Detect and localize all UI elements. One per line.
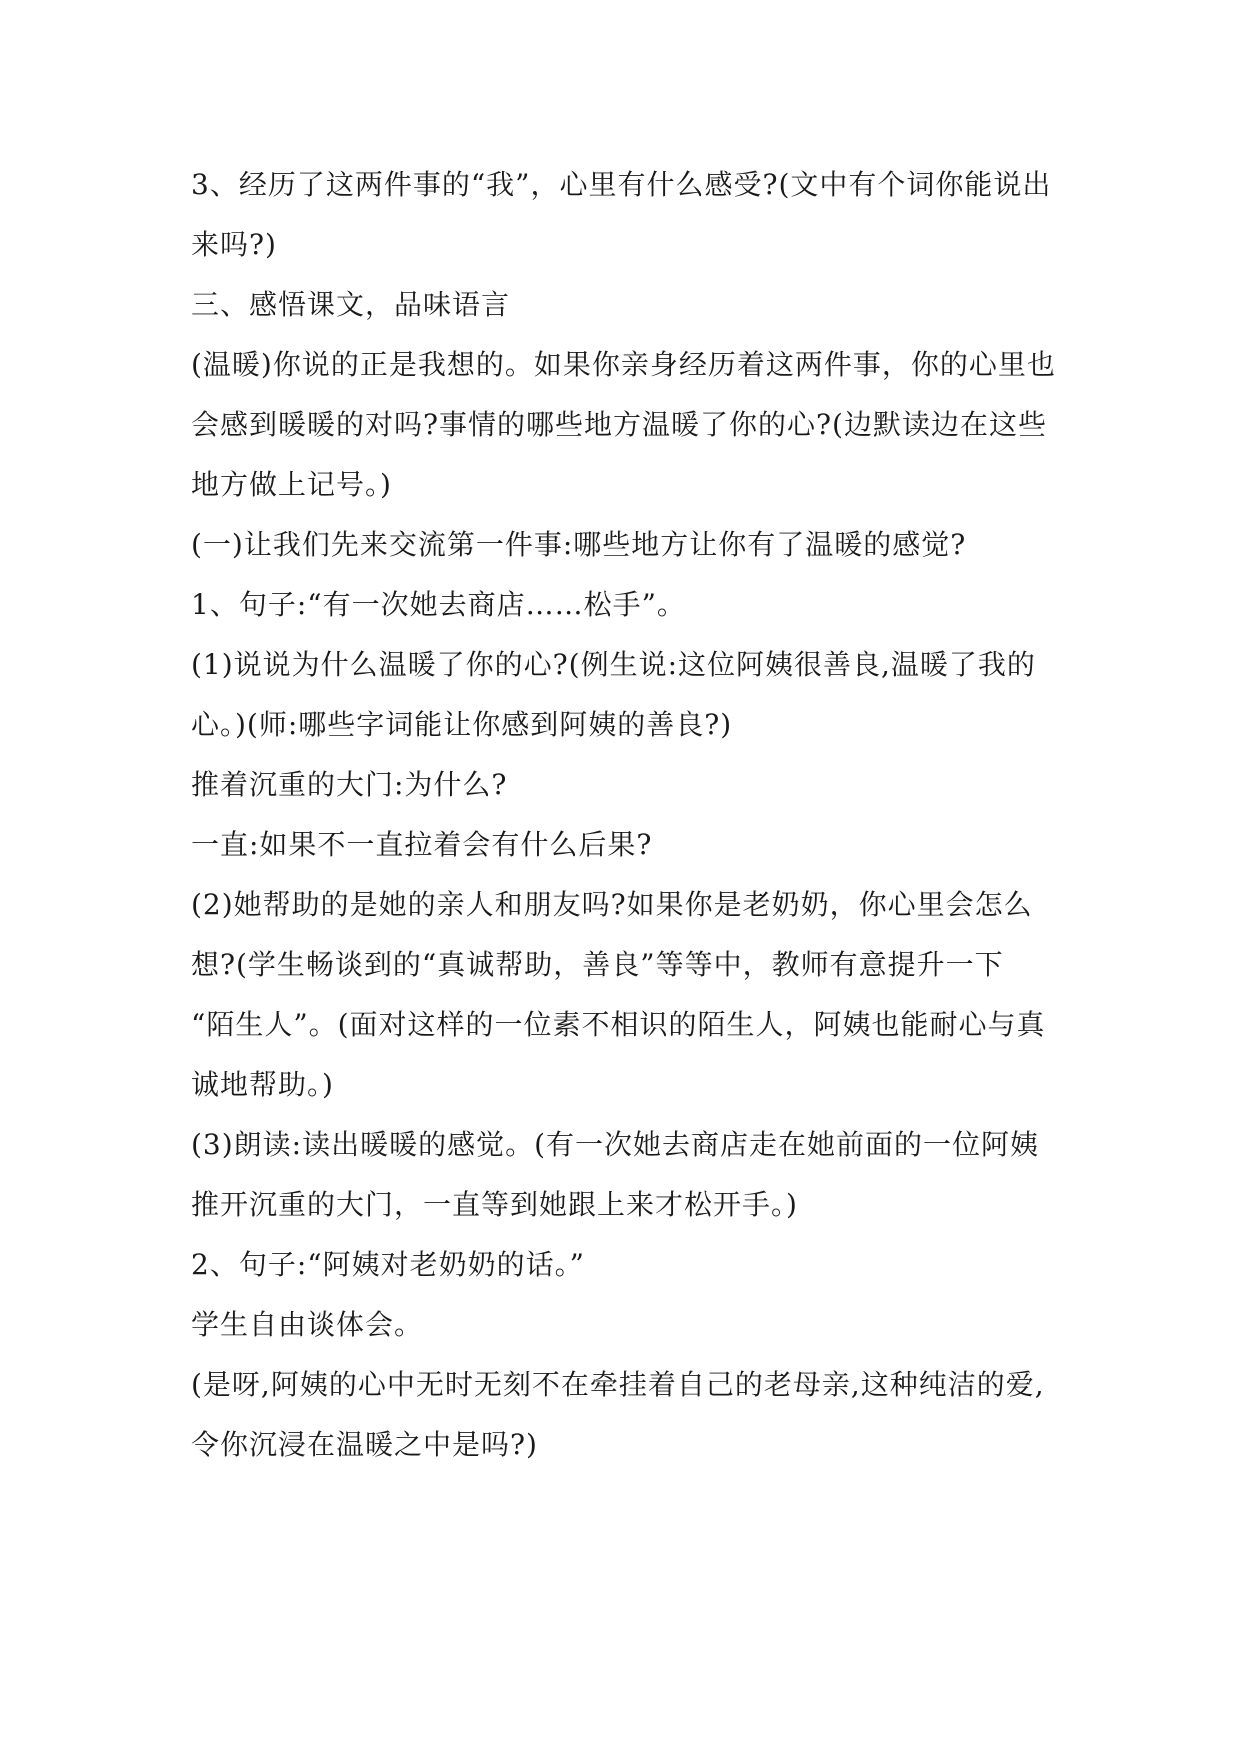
- text-line: 一直:如果不一直拉着会有什么后果?: [191, 828, 653, 861]
- text-line: (是呀,阿姨的心中无时无刻不在牵挂着自己的老母亲,这种纯洁的爱,: [191, 1368, 1045, 1401]
- text-line: (温暖)你说的正是我想的。如果你亲身经历着这两件事，你的心里也: [191, 348, 1056, 381]
- text-line: 地方做上记号。): [191, 468, 392, 501]
- text-line: 诚地帮助。): [191, 1068, 334, 1101]
- text-line: 令你沉浸在温暖之中是吗?): [191, 1428, 538, 1461]
- text-line: 来吗?): [191, 228, 277, 261]
- text-line: (一)让我们先来交流第一件事:哪些地方让你有了温暖的感觉?: [191, 528, 967, 561]
- text-line: (2)她帮助的是她的亲人和朋友吗?如果你是老奶奶，你心里会怎么: [191, 888, 1033, 921]
- section-heading: 三、感悟课文，品味语言: [191, 288, 511, 321]
- text-line: 会感到暖暖的对吗?事情的哪些地方温暖了你的心?(边默读边在这些: [191, 408, 1047, 441]
- text-line: 想?(学生畅谈到的“真诚帮助，善良”等等中，教师有意提升一下: [191, 948, 1004, 981]
- text-line: (3)朗读:读出暖暖的感觉。(有一次她去商店走在她前面的一位阿姨: [191, 1128, 1040, 1161]
- document-body: [191, 155, 1061, 1475]
- text-line: 推着沉重的大门:为什么?: [191, 768, 508, 801]
- text-line: 1、句子:“有一次她去商店……松手”。: [191, 588, 686, 621]
- text-line: 学生自由谈体会。: [191, 1308, 424, 1341]
- text-line: (1)说说为什么温暖了你的心?(例生说:这位阿姨很善良,温暖了我的: [191, 648, 1036, 681]
- text-line: “陌生人”。(面对这样的一位素不相识的陌生人，阿姨也能耐心与真: [191, 1008, 1046, 1041]
- text-line: 心。)(师:哪些字词能让你感到阿姨的善良?): [191, 708, 733, 741]
- text-line: 3、经历了这两件事的“我”，心里有什么感受?(文中有个词你能说出: [191, 168, 1052, 201]
- text-line: 2、句子:“阿姨对老奶奶的话。”: [191, 1248, 585, 1281]
- text-line: 推开沉重的大门，一直等到她跟上来才松开手。): [191, 1188, 798, 1221]
